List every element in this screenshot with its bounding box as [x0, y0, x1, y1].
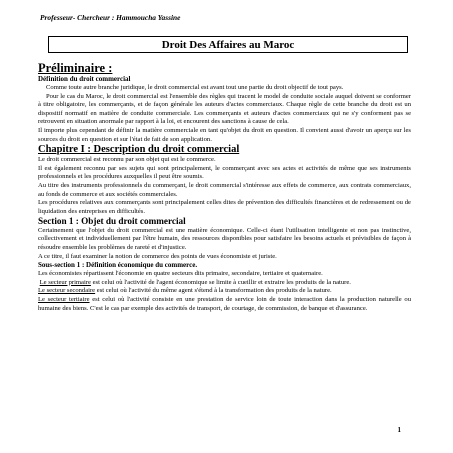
paragraph-secteur-tertiaire	[38, 296, 411, 313]
term-secteur-primaire: Le secteur primaire	[39, 278, 91, 286]
paragraph-secteur-secondaire	[38, 287, 411, 296]
page-number: 1	[397, 426, 401, 434]
heading-section-1: Section 1 : Objet du droit commercial	[38, 216, 186, 227]
text-secteur-secondaire: est celui où l'activité du même agent s'étend à la transformation des produits de la nature.	[95, 287, 332, 295]
paragraph: Pour le cas du Maroc, le droit commercial est l'ensemble des règles qui tracent le model de conduite sociale auquel doivent se conformer à titre obligatoire, les commerçants, et de façon générale les auteurs d'actes commerciaux. Chaque règle de cette branche du droit est un dispositif normatif en matière de conduite commerciale. Les commerçants et auteurs d'actes commerciaux qui ne s'y conforment pas se retrouvent en situation anormale par rapport à la loi, et encourent des sanctions à cause de cela.	[38, 92, 411, 126]
document-body	[38, 61, 411, 313]
heading-sous-section-1: Sous-section 1 : Définition économique du commerce.	[38, 261, 198, 270]
paragraph: Certainement que l'objet du droit commercial est une matière économique. Celle-ci étant l'utilisation intelligente et non pas instinctive, collectivement et individuellement par l'être humain, des ressources disponibles pour satisfaire les besoins actuels et prévisibles de façon à résoudre ensemble les problèmes de rareté et d'injustice.	[38, 226, 411, 251]
paragraph: Au titre des instruments professionnels du commerçant, le droit commercial s'intéresse aux effets de commerce, aux contrats commerciaux, au fonds de commerce et aux sociétés commerciales.	[38, 181, 411, 198]
paragraph: Le droit commercial est reconnu par son objet qui est le commerce.	[38, 156, 216, 164]
heading-preliminaire: Préliminaire :	[38, 61, 113, 75]
paragraph: Il est également reconnu par ses sujets qui sont principalement, le commerçant avec ses actes et activités de même que ses instruments professionnels et les procédures auxquelles il peut être soumis.	[38, 164, 411, 181]
heading-chapitre-1: Chapitre I : Description du droit commercial	[38, 144, 240, 156]
paragraph: A ce titre, il faut examiner la notion de commerce des points de vues économiste et juriste.	[38, 252, 277, 260]
author-header: Professeur- Chercheur : Hammoucha Yassine	[40, 13, 181, 22]
term-secteur-tertiaire: Le secteur tertiaire	[38, 295, 90, 303]
paragraph: Comme toute autre branche juridique, le droit commercial est avant tout une partie du droit objectif de tout pays.	[46, 84, 344, 91]
text-secteur-primaire: est celui où l'activité de l'agent économique se limite à cueillir et extraire les produits de la nature.	[90, 278, 351, 286]
paragraph: Les procédures relatives aux commerçants sont principalement celles dites de prévention des difficultés financières et de redressement ou de liquidation des entreprises en difficultés.	[38, 199, 411, 215]
paragraph: Il importe plus cependant de définir la matière commerciale en tant qu'objet du droit en question. Il convient aussi d'avoir un aperçu sur les sources du droit en question et sur l'état de fait de son application.	[38, 126, 411, 143]
document-title-box	[48, 36, 408, 53]
heading-definition: Définition du droit commercial	[38, 75, 131, 83]
paragraph: Les économistes répartissent l'économie en quatre secteurs dits primaire, secondaire, tertiaire et quaternaire.	[38, 270, 323, 278]
text-secteur-tertiaire: est celui où l'activité consiste en une prestation de service loin de toute interaction dans la production naturelle ou humaine des biens. C'est le cas par exemple des activités de transport, de courtage, de commission, de banque et d'assurance.	[38, 295, 411, 312]
paragraph-secteur-primaire	[38, 279, 411, 288]
document-title: Droit Des Affaires au Maroc	[161, 38, 295, 51]
term-secteur-secondaire: Le secteur secondaire	[38, 287, 96, 295]
